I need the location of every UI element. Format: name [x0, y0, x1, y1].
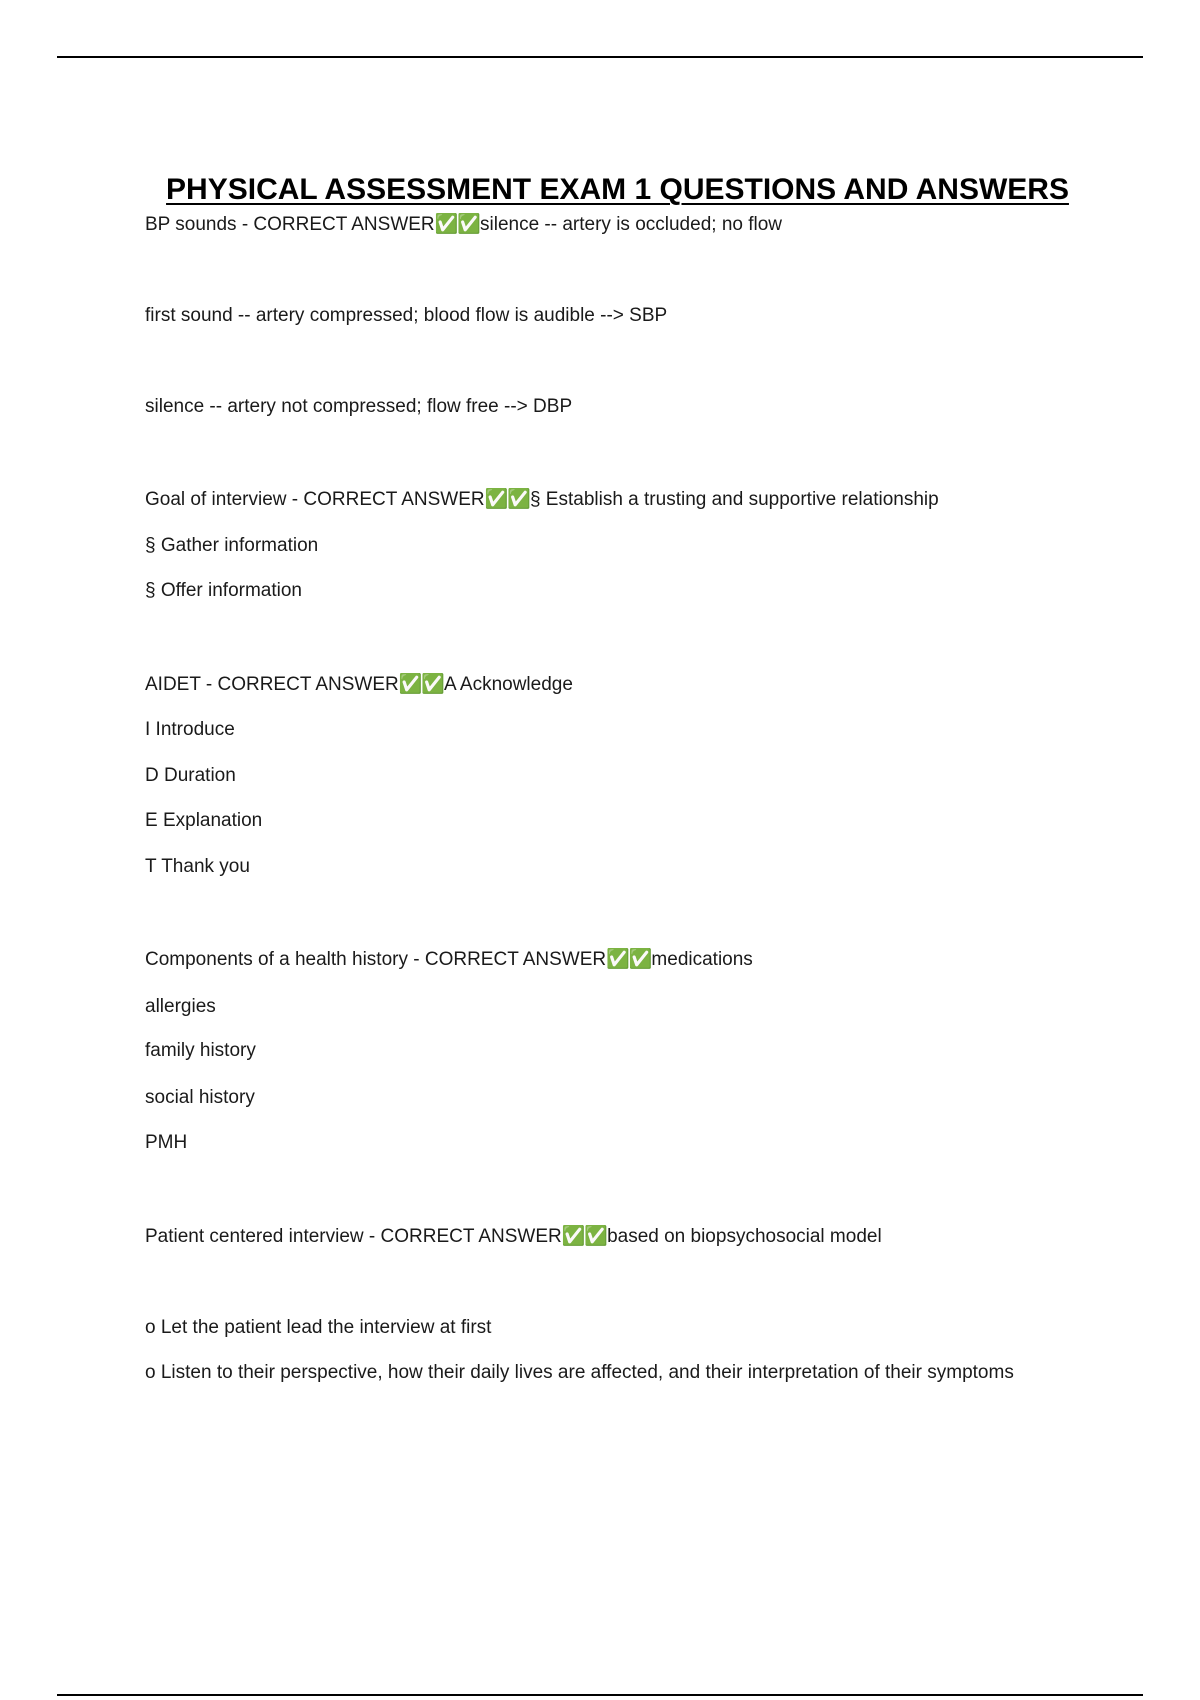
text-line: silence -- artery not compressed; flow free --> DBP — [145, 396, 573, 417]
answer-text: A Acknowledge — [444, 674, 573, 695]
qa-line — [145, 671, 573, 699]
qa-line — [145, 946, 753, 974]
text-line: allergies — [145, 996, 216, 1017]
answer-text: silence -- artery is occluded; no flow — [480, 214, 783, 235]
checkmark-icon: ✅✅ — [484, 489, 530, 510]
text-line: social history — [145, 1087, 255, 1108]
question-text: Components of a health history - CORRECT ANSWER — [145, 949, 607, 970]
bottom-rule — [57, 1694, 1143, 1696]
checkmark-icon: ✅✅ — [606, 949, 652, 970]
question-text: Goal of interview - CORRECT ANSWER — [145, 489, 485, 510]
text-line: I Introduce — [145, 719, 235, 740]
document-title: PHYSICAL ASSESSMENT EXAM 1 QUESTIONS AND ANSWERS — [166, 173, 1069, 207]
checkmark-icon: ✅✅ — [434, 214, 480, 235]
text-line: o Listen to their perspective, how their daily lives are affected, and their interpretation of their symptoms — [145, 1362, 1014, 1383]
answer-text: medications — [651, 949, 753, 970]
text-line: D Duration — [145, 765, 236, 786]
checkmark-icon: ✅✅ — [398, 674, 445, 695]
answer-text: § Establish a trusting and supportive relationship — [529, 489, 939, 510]
text-line: § Offer information — [145, 580, 303, 601]
text-line: § Gather information — [145, 535, 319, 556]
question-text: BP sounds - CORRECT ANSWER — [145, 214, 435, 235]
top-rule — [57, 56, 1143, 58]
question-text: AIDET - CORRECT ANSWER — [145, 674, 399, 695]
text-line: family history — [145, 1040, 256, 1061]
question-text: Patient centered interview - CORRECT ANSWER — [145, 1226, 562, 1247]
text-line: o Let the patient lead the interview at first — [145, 1317, 492, 1338]
qa-line — [145, 486, 939, 514]
text-line: first sound -- artery compressed; blood flow is audible --> SBP — [145, 305, 668, 326]
text-line: E Explanation — [145, 810, 263, 831]
text-line: PMH — [145, 1132, 188, 1153]
qa-line — [145, 211, 782, 239]
qa-line — [145, 1223, 882, 1251]
checkmark-icon: ✅✅ — [561, 1226, 608, 1247]
text-line: T Thank you — [145, 856, 250, 877]
answer-text: based on biopsychosocial model — [607, 1226, 882, 1247]
